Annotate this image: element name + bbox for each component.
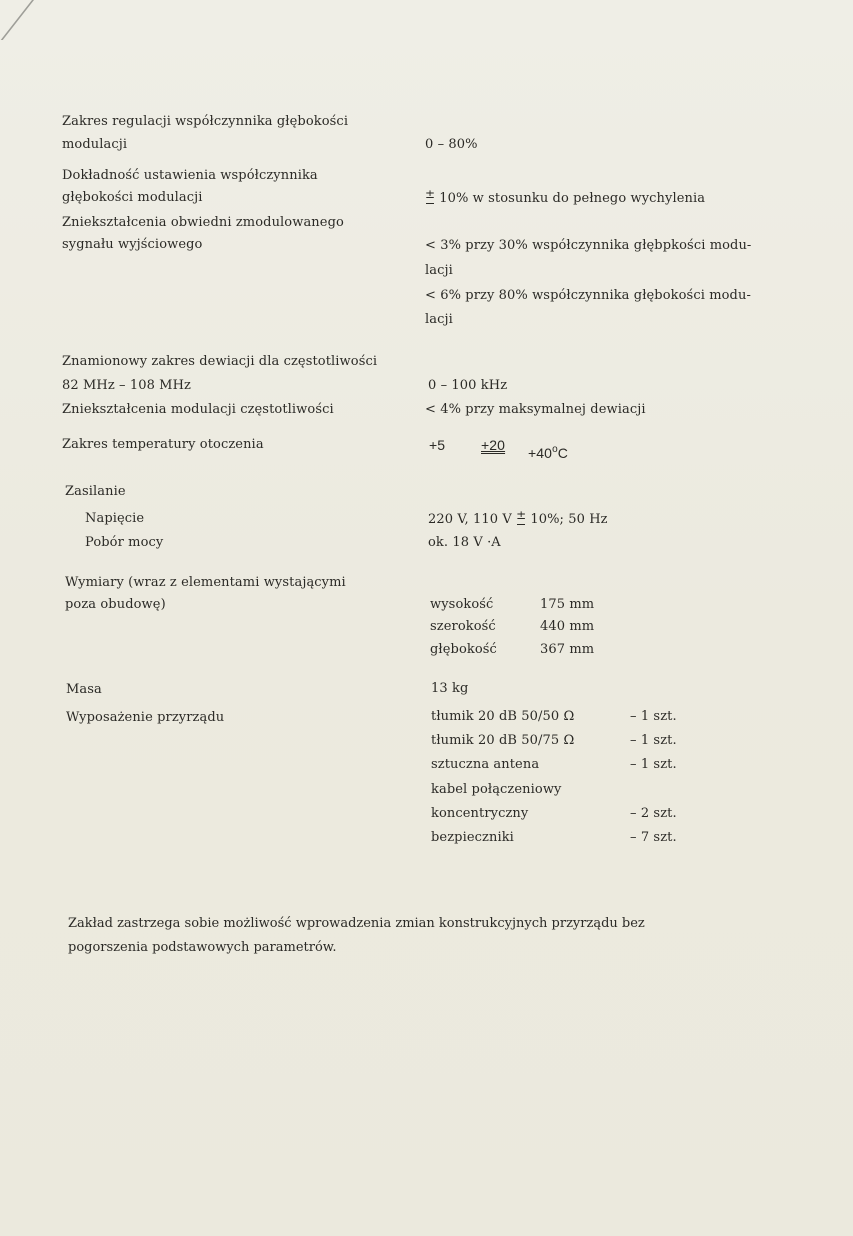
accessory-qty: – 7 szt.	[630, 830, 677, 845]
temperature-nominal: +20	[481, 437, 506, 453]
spec-label: Zniekształcenia modulacji częstotliwości	[62, 402, 334, 417]
spec-label: poza obudowę)	[65, 597, 166, 612]
accessory-qty: – 2 szt.	[630, 806, 677, 821]
spec-label: modulacji	[62, 137, 128, 152]
temperature-min: +5	[429, 437, 446, 453]
spec-value: < 3% przy 30% współczynnika głębpkości modu-	[425, 238, 752, 253]
accessory-name: tłumik 20 dB 50/75 Ω	[431, 733, 575, 748]
dimension-value: 440 mm	[540, 619, 595, 634]
spec-label: Wyposażenie przyrządu	[66, 710, 225, 725]
spec-value: < 6% przy 80% współczynnika głębokości modu-	[425, 288, 751, 303]
spec-label: Napięcie	[85, 511, 145, 526]
spec-value: < 4% przy maksymalnej dewiacji	[425, 402, 646, 417]
dimension-value: 367 mm	[540, 642, 595, 657]
accessory-name: bezpieczniki	[431, 830, 514, 845]
spec-value: 0 – 100 kHz	[428, 378, 508, 393]
spec-value: 13 kg	[431, 681, 469, 696]
spec-label: Zakres temperatury otoczenia	[62, 437, 264, 452]
accessory-name: sztuczna antena	[431, 757, 540, 772]
accessory-qty: – 1 szt.	[630, 733, 677, 748]
spec-value: 0 – 80%	[425, 137, 478, 152]
accessory-name: koncentryczny	[431, 806, 529, 821]
spec-label: Masa	[66, 682, 102, 697]
plus-minus-symbol: ±	[516, 511, 526, 528]
section-heading: Zasilanie	[65, 484, 126, 499]
temperature-max: $+40^oC$	[528, 444, 568, 461]
page-fold-mark	[0, 0, 34, 40]
spec-value: ok. 18 V ·A	[428, 535, 501, 550]
spec-label: głębokości modulacji	[62, 190, 203, 205]
spec-label: Dokładność ustawienia współczynnika	[62, 168, 318, 183]
accessory-name: tłumik 20 dB 50/50 Ω	[431, 709, 575, 724]
accessory-name: kabel połączeniowy	[431, 782, 562, 797]
spec-label: Pobór mocy	[85, 535, 164, 550]
spec-value: lacji	[425, 312, 453, 327]
spec-value: lacji	[425, 263, 453, 278]
plus-minus-symbol: ±	[425, 190, 435, 207]
spec-label: Zakres regulacji współczynnika głębokości	[62, 114, 349, 129]
spec-value	[425, 187, 706, 207]
spec-label: Znamionowy zakres dewiacji dla częstotliwości	[62, 354, 378, 369]
spec-value-text: 10% w stosunku do pełnego wychylenia	[439, 191, 706, 206]
dimension-value: 175 mm	[540, 597, 595, 612]
spec-label: sygnału wyjściowego	[62, 237, 203, 252]
spec-label: 82 MHz – 108 MHz	[62, 378, 191, 393]
accessory-qty: – 1 szt.	[630, 709, 677, 724]
spec-label: Wymiary (wraz z elementami wystającymi	[65, 575, 346, 590]
footer-note: Zakład zastrzega sobie możliwość wprowadzenia zmian konstrukcyjnych przyrządu bez pogorszenia podstawowych parametrów.	[68, 916, 645, 955]
dimension-name: wysokość	[430, 597, 494, 612]
dimension-name: głębokość	[430, 642, 497, 657]
spec-label: Zniekształcenia obwiedni zmodulowanego	[62, 215, 344, 230]
spec-value: 220 V, 110 V ± 10%; 50 Hz	[428, 508, 608, 527]
accessory-qty: – 1 szt.	[630, 757, 677, 772]
dimension-name: szerokość	[430, 619, 496, 634]
